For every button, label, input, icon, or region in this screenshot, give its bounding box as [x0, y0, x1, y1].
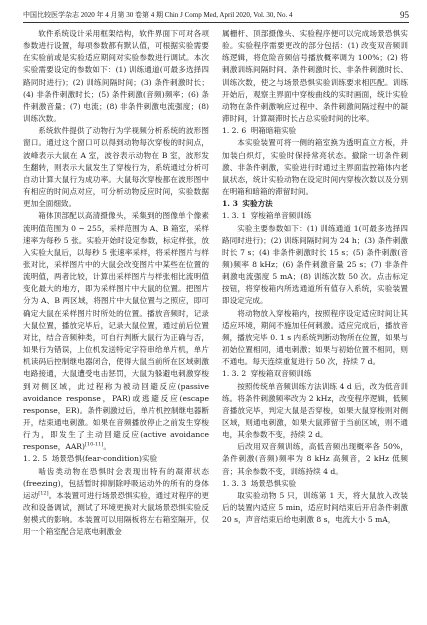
paragraph-camera-sampling: 箱体顶部配以高清摄像头，采集到的图像单个像素流明值范围为 0 ~ 255，采样范围为 A、B 箱室，采样速率为每秒 5 张。实验开始时设定参数，标定样张，放入实验大鼠后，以每秒 5 张速率采样，将采样图片与样张对比，采样图片中的大鼠会改变图片中某些在位置的流明值，两者比较，计算出采样图片与样张相比流明值变化最大的地方，即为采样图片中大鼠的位置。把图片分为 A、B 两区域，将图片中大鼠位置与之照应，即可确定大鼠在采样图片时所处的位置。播放音频时，记录大鼠位置，播放完毕后，记录大鼠位置，通过前后位置对比，结合音频种类，可自行判断大鼠行为正确与否，如果行为错误，上位机发送特定字符串给单片机，单片机读码后控制继电器闭合，使得大鼠当前所在区域刺激电路接通，大鼠遭受电击惩罚，大鼠为躲避电刺激穿梭到对侧区域，此过程称为被动回避反应(passive avoidance response，PAR)或逃避反应(escape response，ER)。条件刺激过后，单片机控制继电器断开，结束通电刺激。如果在音频播放停止之前发生穿梭行为，即发生了主动回避反应(active avoidance response，AAR)[10-11]。	[23, 211, 209, 452]
paragraph-single-tone-params: 实验主要参数如下：(1) 训练通道 1(可最多选择四路同时进行)；(2) 训练间隔时间为 24 h；(3) 条件刺激时长 7 s；(4) 非条件刺激时长 15 s；(5) 条件刺激(音频)频率 8 kHz；(6) 条件刺激音量 25 s；(7) 非条件刺激电流强度 5 mA；(8) 训练次数 50 次。点击标定按钮，将穿梭箱内所选通道所有值存入系统，实验装置即设定完成。	[222, 223, 408, 306]
paragraph-single-tone-procedure: 将动物放入穿梭箱内，按照程序设定适应时间让其适应环境，期间不施加任何刺激。适应完成后，播放音频，播放完毕 0. 1 s 内系统判断动物所在位置，如果与初始位置相同，通电刺激；如果与初始位置不相同，则不通电。每天连续重复进行 50 次，持续 7 d。	[222, 308, 408, 367]
paragraph-waveform-window: 系统软件提供了动物行为学视频分析系统的波形图窗口。通过这个窗口可以得到动物每次穿梭的时间点，波峰表示大鼠在 A 室，波谷表示动物在 B 室，波形发生翻转，则表示大鼠发生了穿梭行为，系统通过分析可自动计算大鼠行为成功率。大鼠每次穿梭都在波形图中有相应的时间点对应，可分析动物反应时间，实验数据更加全面细致。	[23, 126, 209, 209]
paragraph-dual-tone-mixed: 后改用双音频训练，高低音频出现概率各 50%，条件刺激(音频)频率为 8 kHz 高频音，2 kHz 低频音；其余参数不变，训练持续 4 d。	[222, 442, 408, 476]
journal-citation-line: 中国比较医学杂志 2020 年 4 月第 30 卷第 4 期 Chin J Comp Med, April 2020, Vol. 30, No. 4	[23, 11, 293, 19]
section-heading-1-3-3: 1. 3. 3 场景恐惧实验	[222, 478, 297, 488]
paragraph-fear-program: 属栅杆、顶部摄像头、实验程序便可以完成场景恐惧实验。实验程序需要更改的部分包括：(1) 改变双音频训练逻辑，将危险音频信号播放概率调为 100%；(2) 将刺激训练间隔时间、条件刺激时长、非条件刺激时长、训练次数，使之与场景恐惧实验训练要求相匹配。训练开始后，观察主界面中穿梭曲线的实时画面，统计实验动物在条件刺激响应过程中、条件刺激间隔过程中的凝滞时间，计算凝滞时长占总实验时间的比率。	[222, 29, 408, 124]
running-header	[23, 8, 409, 23]
right-text-column	[222, 28, 408, 620]
section-heading-1-3-1: 1. 3. 1 穿梭箱单音频训练	[222, 211, 312, 221]
citation-ref: [12]	[38, 490, 49, 497]
paragraph-freezing: 啮齿类动物在恐惧时会表现出特有的凝滞状态(freezing)，包括暂时抑制除呼吸运动外的所有的身体运动[12]。本装置可进行场景恐惧实验，通过对程序的更改和设备调试，测试了环境更换对大鼠场景恐惧实验反射模式的影响。本装置可以用隔板将左右箱室隔开，仅用一个箱室配合足底电刺激金	[23, 466, 209, 537]
paragraph-dual-tone-low: 按照传统单音频训练方法训练 4 d 后，改为低音训练。将条件刺激频率改为 2 kHz，改变程序逻辑，低频音播放完毕，判定大鼠是否穿梭，如果大鼠穿梭则对侧区域，则通电刺激，如果大鼠滞留于当前区域，则不通电，其余参数不变，持续 2 d。	[222, 381, 408, 440]
section-heading-1-3-2: 1. 3. 2 穿梭箱双音频训练	[222, 369, 312, 379]
section-heading-1-2-5: 1. 2. 5 场景恐惧(fear-condition)实验	[23, 454, 158, 464]
section-heading-1-2-6: 1. 2. 6 明箱暗箱实验	[222, 126, 297, 136]
paragraph-light-dark-box: 本实验装置可将一侧的箱室换为透明直立方板，并加装白炽灯，实验时保持常亮状态。撤除一切条件刺激、非条件刺激，实验进行时通过主界面监控箱体内老鼠状态，统计实验动物在设定时间内穿梭次数以及分别在明箱和暗箱的滞留时间。	[222, 138, 408, 197]
left-text-column	[23, 28, 209, 620]
citation-ref: [10-11]	[84, 441, 104, 448]
paragraph-fear-experiment: 取实验动物 5 只，训练第 1 天，将大鼠放入改装后的装置内适应 5 min，适应时间结束后开启条件刺激 20 s，声音结束后给电刺激 8 s，电流大小 5 mA，	[222, 490, 408, 525]
page-number: 95	[400, 10, 409, 20]
section-heading-1-3: 1. 3 实验方法	[222, 199, 273, 209]
paragraph-software-params: 软件系统设计采用框架结构，软件界面下可对各项参数进行设置，每项参数都有默认值，可根据实验需要在实验前或是实验适应期间对实验参数进行调试。本次实验需要设定的参数如下：(1) 训练通道(可最多选择四路同时进行)；(2) 训练间隔时间；(3) 条件刺激时长；(4) 非条件刺激时长；(5) 条件刺激(音频)频率；(6) 条件刺激音量；(7) 电流；(8) 非条件刺激电流强度；(8) 训练次数。	[23, 29, 209, 124]
